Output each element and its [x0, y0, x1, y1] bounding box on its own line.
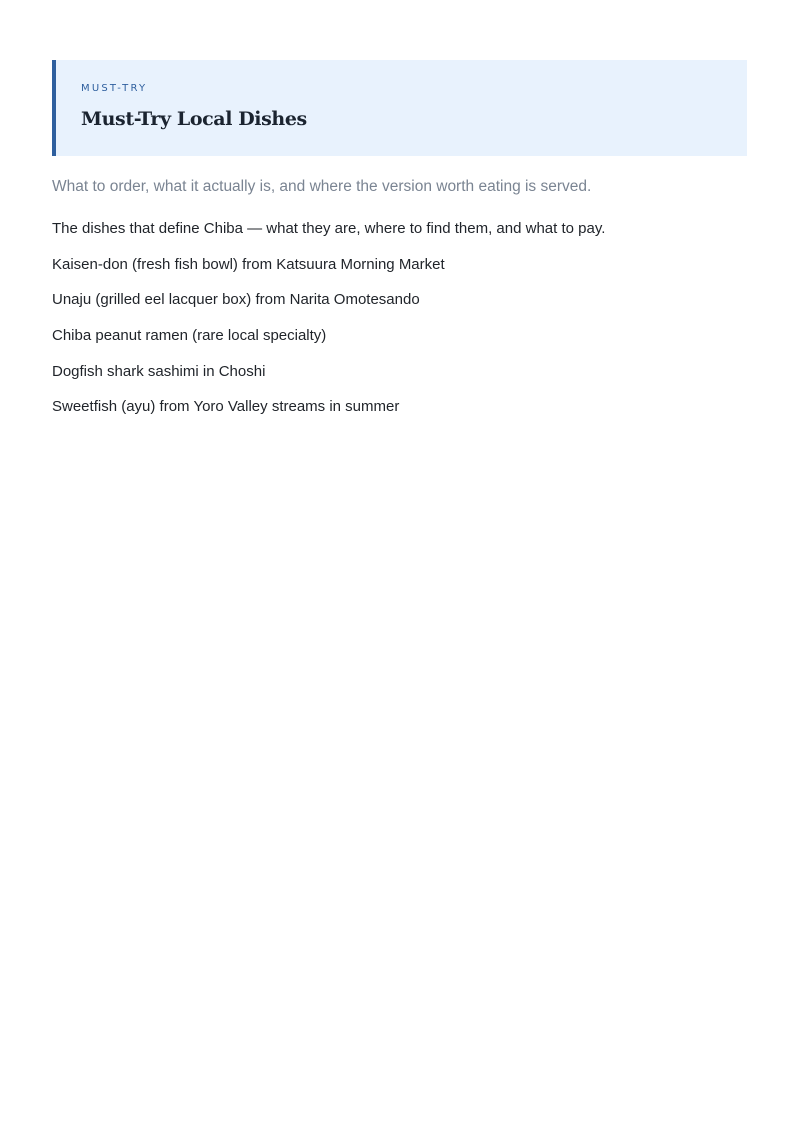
- section-subtitle: What to order, what it actually is, and where the version worth eating is served.: [52, 178, 592, 195]
- list-item: Sweetfish (ayu) from Yoro Valley streams in summer: [52, 398, 400, 416]
- intro-line: The dishes that define Chiba — what they are, where to find them, and what to pay.: [52, 220, 606, 237]
- list-item: Unaju (grilled eel lacquer box) from Narita Omotesando: [52, 291, 420, 309]
- page: [52, 60, 747, 416]
- list-item: Chiba peanut ramen (rare local specialty): [52, 327, 327, 345]
- section-header: [52, 60, 747, 156]
- dish-list: [52, 219, 605, 433]
- section-title: Must-Try Local Dishes: [81, 108, 307, 130]
- list-item: Kaisen-don (fresh fish bowl) from Katsuura Morning Market: [52, 255, 445, 273]
- section-eyebrow: MUST-TRY: [81, 83, 148, 94]
- list-item: Dogfish shark sashimi in Choshi: [52, 362, 266, 380]
